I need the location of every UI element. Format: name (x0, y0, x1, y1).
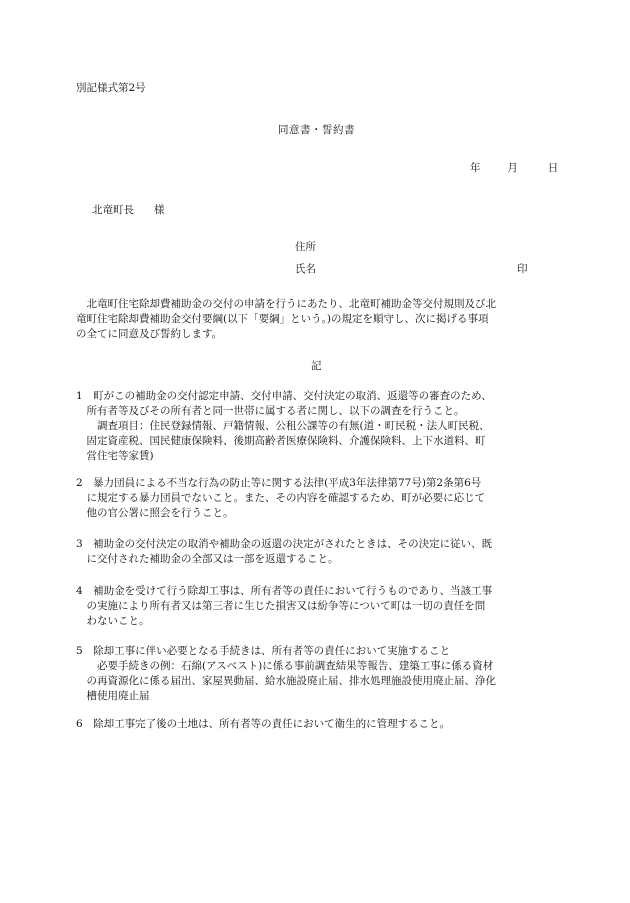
item-line: 所有者等及びその所有者と同一世帯に属する者に関し、以下の調査を行うこと。 (76, 405, 465, 417)
item-6 (76, 717, 554, 732)
item-5 (76, 644, 554, 704)
addressee-name: 北竜町長 (92, 204, 134, 216)
item-line: 営住宅等家賃) (76, 450, 154, 462)
document-title: 同意書・誓約書 (278, 124, 355, 136)
item-line: 調査項目：住民登録情報、戸籍情報、公租公課等の有無(道・町民税・法人町民税、 (76, 420, 490, 432)
item-line: に交付された補助金の全部又は一部を返還すること。 (76, 553, 339, 565)
item-line: 5 除却工事に伴い必要となる手続きは、所有者等の責任において実施すること (76, 645, 451, 657)
item-line: 3 補助金の交付決定の取消や補助金の返還の決定がされたときは、その決定に従い、既 (76, 538, 493, 550)
item-line: 1 町がこの補助金の交付認定申請、交付申請、交付決定の取消、返還等の審査のため、 (76, 390, 492, 402)
intro-line: 竜町住宅除却費補助金交付要綱(以下「要綱」という。)の規定を順守し、次に掲げる事項 (76, 313, 489, 325)
date-day-label: 日 (547, 162, 559, 174)
date-year-label: 年 (470, 162, 481, 174)
intro-paragraph (76, 297, 554, 342)
date-line (470, 161, 558, 176)
item-line: 6 除却工事完了後の土地は、所有者等の責任において衛生的に管理すること。 (76, 718, 451, 730)
item-1 (76, 389, 554, 464)
item-line: の実施により所有者又は第三者に生じた損害又は紛争等について町は一切の責任を問 (76, 600, 486, 612)
item-line: に規定する暴力団員でないこと。また、その内容を確認するため、町が必要に応じて (76, 492, 486, 504)
applicant-address-label: 住所 (295, 241, 316, 253)
item-3 (76, 537, 554, 567)
applicant-name-label: 氏名 (295, 263, 316, 275)
item-line: 他の官公署に照会を行うこと。 (76, 507, 234, 519)
item-line: 4 補助金を受けて行う除却工事は、所有者等の責任において行うものであり、当該工事 (76, 585, 493, 597)
item-line: の再資源化に係る届出、家屋異動届、給水施設廃止届、排水処理施設使用廃止届、浄化 (76, 675, 496, 687)
item-line: 2 暴力団員による不当な行為の防止等に関する法律(平成3年法律第77号)第2条第6号 (76, 477, 482, 489)
item-line: 固定資産税、国民健康保険料、後期高齢者医療保険料、介護保険料、上下水道料、町 (76, 435, 486, 447)
item-line: 槽使用廃止届 (76, 690, 150, 702)
item-line: わないこと。 (76, 615, 150, 627)
item-4 (76, 584, 554, 629)
item-line: 必要手続きの例：石綿(アスベスト)に係る事前調査結果等報告、建築工事に係る資材 (76, 660, 494, 672)
ki-heading: 記 (311, 360, 322, 372)
date-month-label: 月 (507, 162, 518, 174)
addressee-honorific: 様 (154, 204, 165, 216)
addressee (92, 203, 165, 218)
item-2 (76, 476, 554, 521)
seal-mark: 印 (517, 263, 528, 275)
intro-line: の全てに同意及び誓約します。 (76, 328, 223, 340)
form-number: 別記様式第2号 (76, 82, 146, 94)
intro-line: 北竜町住宅除却費補助金の交付の申請を行うにあたり、北竜町補助金等交付規則及び北 (76, 298, 496, 310)
